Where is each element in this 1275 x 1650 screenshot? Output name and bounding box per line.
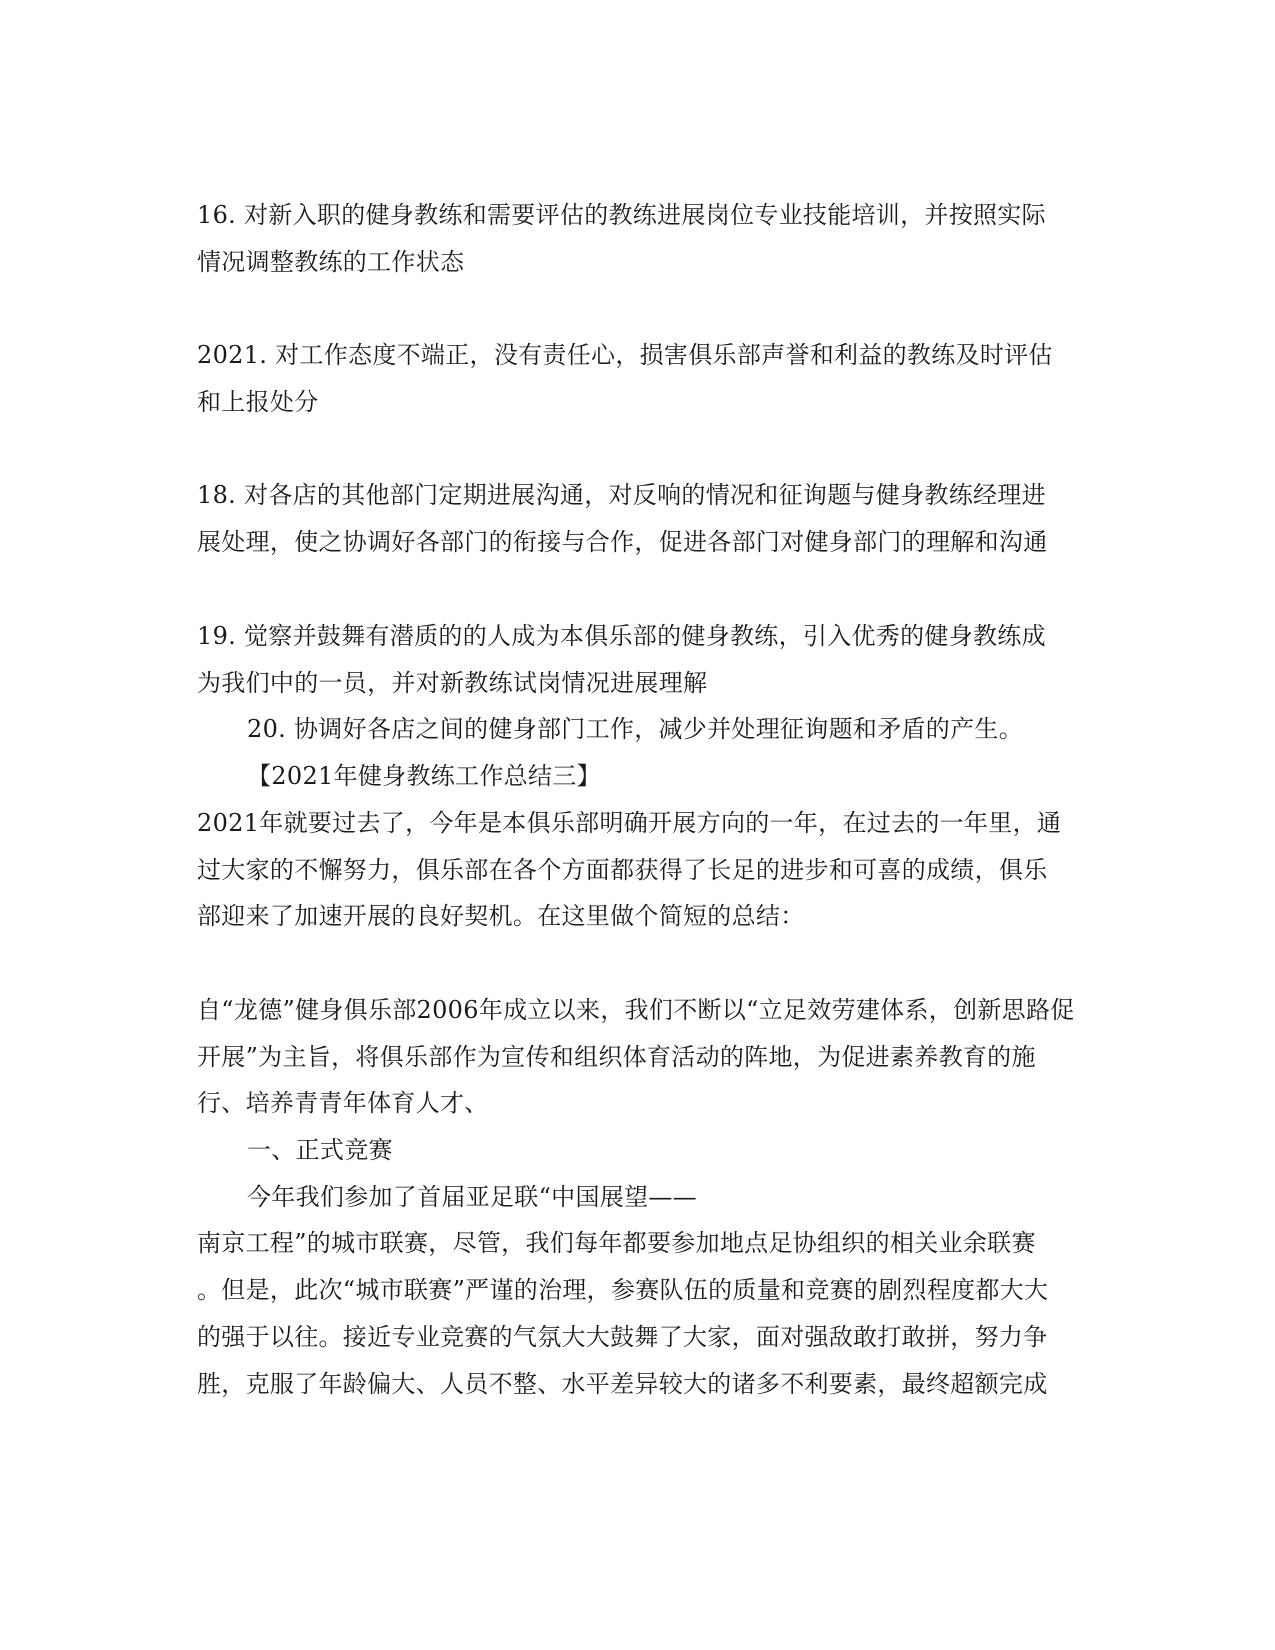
intro-line-2: 开展”为主旨，将俱乐部作为宣传和组织体育活动的阵地，为促进素养教育的施: [197, 1043, 1036, 1071]
paragraph-18-line-2: 展处理，使之协调好各部门的衔接与合作，促进各部门对健身部门的理解和沟通: [197, 528, 1048, 556]
paragraph-19-line-1: 19. 觉察并鼓舞有潜质的的人成为本俱乐部的健身教练，引入优秀的健身教练成: [197, 622, 1046, 650]
competition-line-2: 南京工程”的城市联赛，尽管，我们每年都要参加地点足协组织的相关业余联赛: [197, 1229, 1036, 1257]
intro-line-1: 自“龙德”健身俱乐部2006年成立以来，我们不断以“立足效劳建体系，创新思路促: [197, 996, 1075, 1024]
paragraph-19-line-2: 为我们中的一员，并对新教练试岗情况进展理解: [197, 669, 708, 697]
paragraph-18-line-1: 18. 对各店的其他部门定期进展沟通，对反响的情况和征询题与健身教练经理进: [197, 481, 1046, 509]
paragraph-2021-line-1: 2021. 对工作态度不端正，没有责任心，损害俱乐部声誉和利益的教练及时评估: [197, 341, 1053, 369]
competition-line-1: 今年我们参加了首届亚足联“中国展望——: [247, 1183, 697, 1211]
intro-line-3: 行、培养青青年体育人才、: [197, 1089, 489, 1117]
summary-line-3: 部迎来了加速开展的良好契机。在这里做个简短的总结：: [197, 902, 805, 930]
section-heading: 【2021年健身教练工作总结三】: [247, 762, 601, 790]
subheading-formal-competition: 一、正式竞赛: [247, 1136, 393, 1164]
competition-line-5: 胜，克服了年龄偏大、人员不整、水平差异较大的诸多不利要素，最终超额完成: [197, 1370, 1048, 1398]
summary-line-1: 2021年就要过去了，今年是本俱乐部明确开展方向的一年，在过去的一年里，通: [197, 809, 1062, 837]
summary-line-2: 过大家的不懈努力，俱乐部在各个方面都获得了长足的进步和可喜的成绩，俱乐: [197, 856, 1048, 884]
paragraph-2021-line-2: 和上报处分: [197, 388, 319, 416]
paragraph-16-line-1: 16. 对新入职的健身教练和需要评估的教练进展岗位专业技能培训，并按照实际: [197, 201, 1046, 229]
paragraph-16-line-2: 情况调整教练的工作状态: [197, 248, 465, 276]
paragraph-20: 20. 协调好各店之间的健身部门工作，减少并处理征询题和矛盾的产生。: [247, 715, 1023, 743]
competition-line-3: 。但是，此次“城市联赛”严谨的治理，参赛队伍的质量和竞赛的剧烈程度都大大: [197, 1276, 1049, 1304]
competition-line-4: 的强于以往。接近专业竞赛的气氛大大鼓舞了大家，面对强敌敢打敢拼，努力争: [197, 1323, 1048, 1351]
